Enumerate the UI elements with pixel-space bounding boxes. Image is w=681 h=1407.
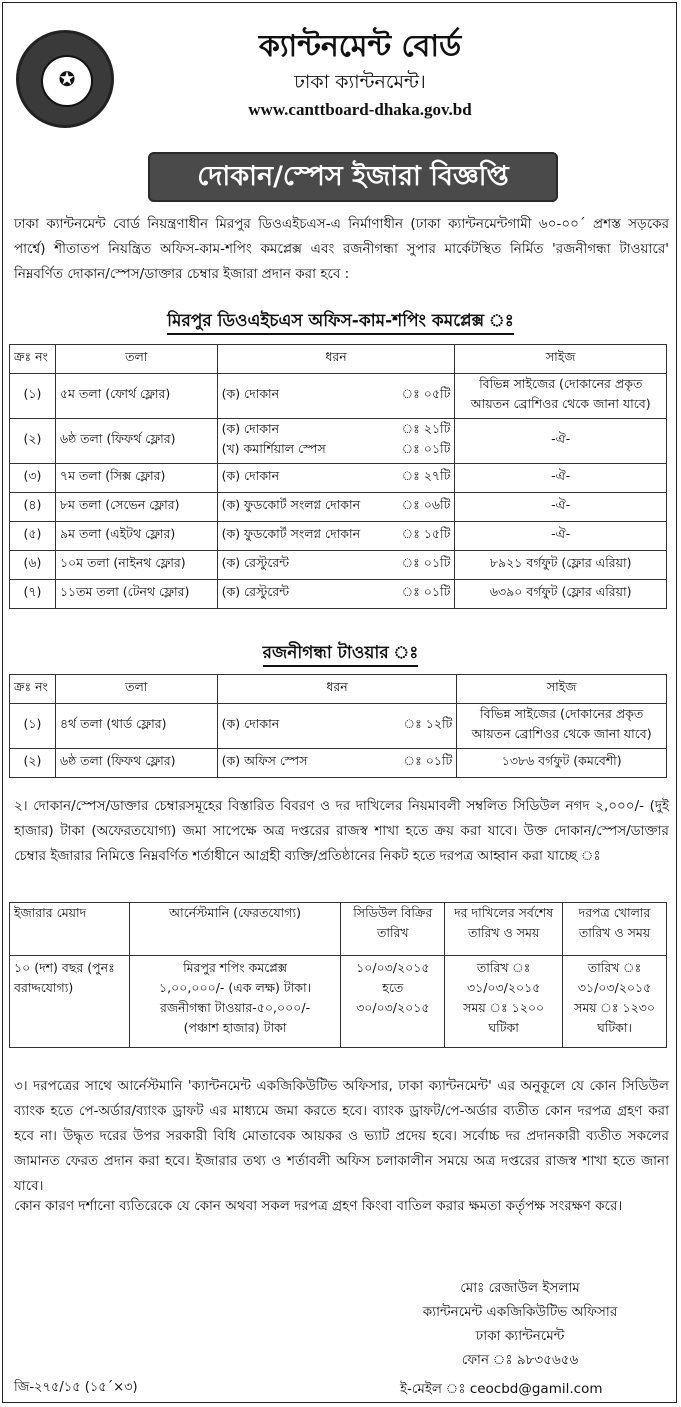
- column-header: তলা: [55, 675, 217, 704]
- column-header: ধরন: [217, 345, 455, 374]
- officer-phone: ফোন ঃ ৯৮৩৫৬৫৬: [461, 1352, 579, 1368]
- table-row: [10, 419, 667, 464]
- signature-block: [370, 1276, 670, 1372]
- terms-table: [9, 902, 667, 1048]
- column-header: ধরন: [217, 675, 457, 704]
- table-row: [10, 749, 667, 778]
- submit-line: তারিখ ঃ: [476, 960, 531, 975]
- paragraph-4: কোন কারণ দর্শানো ব্যতিরেকে যে কোন অথবা সকল দরপত্র গ্রহণ কিংবা বাতিল করার ক্ষমতা কর্তৃপক্ষ সংরক্ষণ করে।: [14, 1198, 623, 1214]
- open-line: সময় ঃ ১২৩০: [574, 1000, 655, 1015]
- column-header: ক্রঃ নং: [10, 345, 56, 374]
- emblem-icon: ✪: [41, 55, 93, 107]
- board-location: ঢাকা ক্যান্টনমেন্ট।: [294, 71, 426, 93]
- type-item: [222, 716, 453, 736]
- table-row: [10, 704, 667, 749]
- earnest-line: মিরপুর শপিং কমপ্লেক্স: [183, 960, 288, 975]
- terms-column-header: সিডিউল বিক্রির তারিখ: [341, 903, 445, 956]
- type-cell: [217, 704, 457, 749]
- website-link[interactable]: www.canttboard-dhaka.gov.bd: [248, 100, 472, 119]
- table-row: [10, 551, 667, 580]
- intro-paragraph: ঢাকা ক্যান্টনমেন্ট বোর্ড নিয়ন্ত্রণাধীন মিরপুর ডিওএইচএস-এ নির্মাণাধীন (ঢাকা ক্যান্টনমেন্টগামী ৬০-০০´ প্রশস্ত সড়কের পার্শ্বে) শীতাতপ নিয়ন্ত্রিত অফিস-কাম-শপিং কমপ্লেক্স এবং রজনীগন্ধা সুপার মার্কেটস্থিত নির্মিত 'রজনীগন্ধা টাওয়ারে' নিম্নবর্ণিত দোকান/স্পেস/ডাক্তার চেম্বার ইজারা প্রদান করা হবে :: [14, 216, 669, 282]
- type-count: ঃ ১৫টি: [401, 526, 451, 541]
- opening-date: [563, 956, 667, 1048]
- type-cell: [217, 580, 455, 609]
- size-cell: -ঐ-: [455, 419, 667, 464]
- board-title: ক্যান্টনমেন্ট বোর্ড: [258, 29, 462, 64]
- type-item: [222, 555, 451, 575]
- sale-line: ১০/০৩/২০১৫: [356, 960, 430, 975]
- serial-cell: (৭): [10, 580, 56, 609]
- type-cell: [217, 374, 455, 419]
- type-label: (ক) দোকান: [221, 386, 280, 401]
- type-count: ঃ ০৫টি: [401, 386, 451, 401]
- type-count: ঃ ০৬টি: [401, 497, 451, 512]
- type-count: ঃ ০১টি: [401, 555, 451, 570]
- officer-office: ঢাকা ক্যান্টনমেন্ট: [475, 1328, 565, 1344]
- type-label: (ক) ফুডকোর্ট সংলগ্ন দোকান: [221, 526, 361, 541]
- terms-column-header: ইজারার মেয়াদ: [10, 903, 130, 956]
- type-cell: [217, 522, 455, 551]
- type-item: [222, 468, 451, 488]
- submit-line: ঘটিকা: [488, 1020, 519, 1035]
- table-row: [10, 580, 667, 609]
- lease-period: ১০ (দশ) বছর (পুনঃ বরাদ্দযোগ্য): [10, 956, 130, 1048]
- type-cell: [217, 551, 455, 580]
- serial-cell: (১): [10, 374, 56, 419]
- size-cell: বিভিন্ন সাইজের (দোকানের প্রকৃত আয়তন ব্রোশিওর থেকে জানা যাবে): [457, 704, 667, 749]
- type-count: ঃ ২৭টি: [401, 468, 451, 483]
- submit-line: ৩১/০৩/২০১৫: [466, 980, 541, 995]
- serial-cell: (২): [10, 749, 56, 778]
- floor-cell: ৬ষ্ঠ তলা (ফিফথ ফ্লোর): [55, 749, 217, 778]
- earnest-line: (পঞ্চাশ হাজার) টাকা: [183, 1020, 287, 1035]
- table-row: [10, 374, 667, 419]
- type-label: (খ) কমার্শিয়াল স্পেস: [221, 441, 326, 456]
- type-item: [222, 386, 451, 406]
- column-header: তলা: [55, 345, 217, 374]
- type-item: [222, 441, 451, 461]
- serial-cell: (১): [10, 704, 56, 749]
- type-label: (ক) দোকান: [221, 421, 280, 436]
- type-count: ঃ ০১টি: [401, 584, 451, 599]
- type-label: (ক) ফুডকোর্ট সংলগ্ন দোকান: [221, 497, 361, 512]
- type-label: (ক) অফিস স্পেস: [221, 753, 308, 768]
- column-header: সাইজ: [455, 345, 667, 374]
- serial-cell: (৪): [10, 493, 56, 522]
- sale-line: ৩০/০৩/২০১৫: [356, 1000, 430, 1015]
- type-item: [222, 421, 451, 441]
- type-item: [222, 584, 451, 604]
- table-row: [10, 464, 667, 493]
- type-cell: [217, 493, 455, 522]
- serial-cell: (২): [10, 419, 56, 464]
- floor-cell: ৮ম তলা (সেভেন ফ্লোর): [55, 493, 217, 522]
- type-count: ঃ ০১টি: [403, 753, 453, 768]
- section-title-rajanigandha: রজনীগন্ধা টাওয়ার ঃ: [0, 640, 681, 668]
- type-label: (ক) দোকান: [221, 468, 280, 483]
- serial-cell: (৫): [10, 522, 56, 551]
- terms-column-header: আর্নেস্টমানি (ফেরতযোগ্য): [129, 903, 341, 956]
- paragraph-2: ২। দোকান/স্পেস/ডাক্তার চেম্বারসমূহের বিস্তারিত বিবরণ ও দর দাখিলের নিয়মাবলী সম্বলিত সিডিউল নগদ ২,০০০/- (দুই হাজার) টাকা (অফেরতযোগ্য) জমা সাপেক্ষে অত্র দপ্তরের রাজস্ব শাখা হতে ক্রয় করা যাবে। উক্ত দোকান/স্পেস/ডাক্তার চেম্বার ইজারার নিমিত্তে নিম্নবর্ণিত শর্তাধীনে আগ্রহী ব্যক্তি/প্রতিষ্ঠানের নিকট হতে দরপত্র আহ্বান করা যাচ্ছে ঃ: [14, 798, 669, 864]
- schedule-sale-date: [341, 956, 445, 1048]
- column-header: সাইজ: [457, 675, 667, 704]
- open-line: তারিখ ঃ: [587, 960, 642, 975]
- table-row: [10, 493, 667, 522]
- type-count: ঃ ২১টি: [401, 421, 451, 436]
- floor-cell: ৭ম তলা (সিক্স ফ্লোর): [55, 464, 217, 493]
- type-cell: [217, 419, 455, 464]
- officer-designation: ক্যান্টনমেন্ট একজিকিউটিভ অফিসার: [422, 1304, 618, 1320]
- table-row: [10, 522, 667, 551]
- size-cell: -ঐ-: [455, 493, 667, 522]
- earnest-line: রজনীগন্ধা টাওয়ার-৫০,০০০/-: [159, 1000, 311, 1015]
- type-cell: [217, 464, 455, 493]
- serial-cell: (৬): [10, 551, 56, 580]
- rajanigandha-table: [9, 674, 667, 778]
- type-cell: [217, 749, 457, 778]
- floor-cell: ৯ম তলা (এইটথ ফ্লোর): [55, 522, 217, 551]
- notice-title-banner: দোকান/স্পেস ইজারা বিজ্ঞপ্তি: [148, 152, 558, 202]
- earnest-money: [129, 956, 341, 1048]
- size-cell: ৬৩৯০ বর্গফুট (ফ্লোর এরিয়া): [455, 580, 667, 609]
- size-cell: ৮৯২১ বর্গফুট (ফ্লোর এরিয়া): [455, 551, 667, 580]
- size-cell: -ঐ-: [455, 464, 667, 493]
- floor-cell: ৪র্থ তলা (থার্ড ফ্লোর): [55, 704, 217, 749]
- section-title-mirpur: মিরপুর ডিওএইচএস অফিস-কাম-শপিং কমপ্লেক্স ঃ: [0, 308, 681, 336]
- cantonment-board-logo: [16, 30, 114, 128]
- type-label: (ক) রেস্টুরেন্ট: [221, 555, 290, 570]
- type-count: ঃ ১২টি: [403, 716, 453, 731]
- floor-cell: ১০ম তলা (নাইনথ ফ্লোর): [55, 551, 217, 580]
- sale-line: হতে: [382, 980, 404, 995]
- floor-cell: ৬ষ্ঠ তলা (ফিফর্থ ফ্লোর): [55, 419, 217, 464]
- size-cell: -ঐ-: [455, 522, 667, 551]
- mirpur-table: [9, 344, 667, 609]
- terms-column-header: দরপত্র খোলার তারিখ ও সময়: [563, 903, 667, 956]
- open-line: ৩১/০৩/২০১৫: [577, 980, 652, 995]
- type-label: (ক) রেস্টুরেন্ট: [221, 584, 290, 599]
- size-cell: বিভিন্ন সাইজের (দোকানের প্রকৃত আয়তন ব্রোশিওর থেকে জানা যাবে): [455, 374, 667, 419]
- terms-column-header: দর দাখিলের সর্বশেষ তারিখ ও সময়: [445, 903, 563, 956]
- submit-line: সময় ঃ ১২০০: [463, 1000, 545, 1015]
- open-line: ঘটিকা।: [597, 1020, 633, 1035]
- type-item: [222, 753, 453, 773]
- serial-cell: (৩): [10, 464, 56, 493]
- type-item: [222, 526, 451, 546]
- type-item: [222, 497, 451, 517]
- type-label: (ক) দোকান: [221, 716, 280, 731]
- submission-deadline: [445, 956, 563, 1048]
- email-contact[interactable]: ই-মেইল ঃ ceocbd@gamil.com: [400, 1381, 603, 1397]
- officer-name: মোঃ রেজাউল ইসলাম: [460, 1280, 580, 1296]
- column-header: ক্রঃ নং: [10, 675, 56, 704]
- reference-number: জি-২৭৫/১৫ (১৫´×৩): [14, 1380, 138, 1395]
- paragraph-3: ৩। দরপত্রের সাথে আর্নেস্টমানি 'ক্যান্টনমেন্ট একজিকিউটিভ অফিসার, ঢাকা ক্যান্টনমেন্ট' এর অনুকূলে যে কোন সিডিউল ব্যাংক হতে পে-অর্ডার/ব্যাংক ড্রাফট এর মাধ্যমে জমা করতে হবে। ব্যাংক ড্রাফট/পে-অর্ডার ব্যতীত কোন দরপত্র গ্রহণ করা হবে না। উদ্ধৃত দরের উপর সরকারী বিধি মোতাবেক আয়কর ও ভ্যাট প্রদেয় হবে। সর্বোচ্চ দর প্রদানকারী ব্যতীত সকলের জামানত ফেরত প্রদান করা হবে। ইজারার তথ্য ও শর্তাবলী অফিস চলাকালীন সময়ে অত্র দপ্তরের রাজস্ব শাখা হতে জানা যাবে।: [14, 1078, 669, 1194]
- earnest-line: ১,০০,০০০/- (এক লক্ষ) টাকা।: [159, 980, 312, 995]
- size-cell: ১৩৮৬ বর্গফুট (কমবেশী): [457, 749, 667, 778]
- floor-cell: ১১তম তলা (টেনথ ফ্লোর): [55, 580, 217, 609]
- type-count: ঃ ০১টি: [401, 441, 451, 456]
- floor-cell: ৫ম তলা (ফোর্থ ফ্লোর): [55, 374, 217, 419]
